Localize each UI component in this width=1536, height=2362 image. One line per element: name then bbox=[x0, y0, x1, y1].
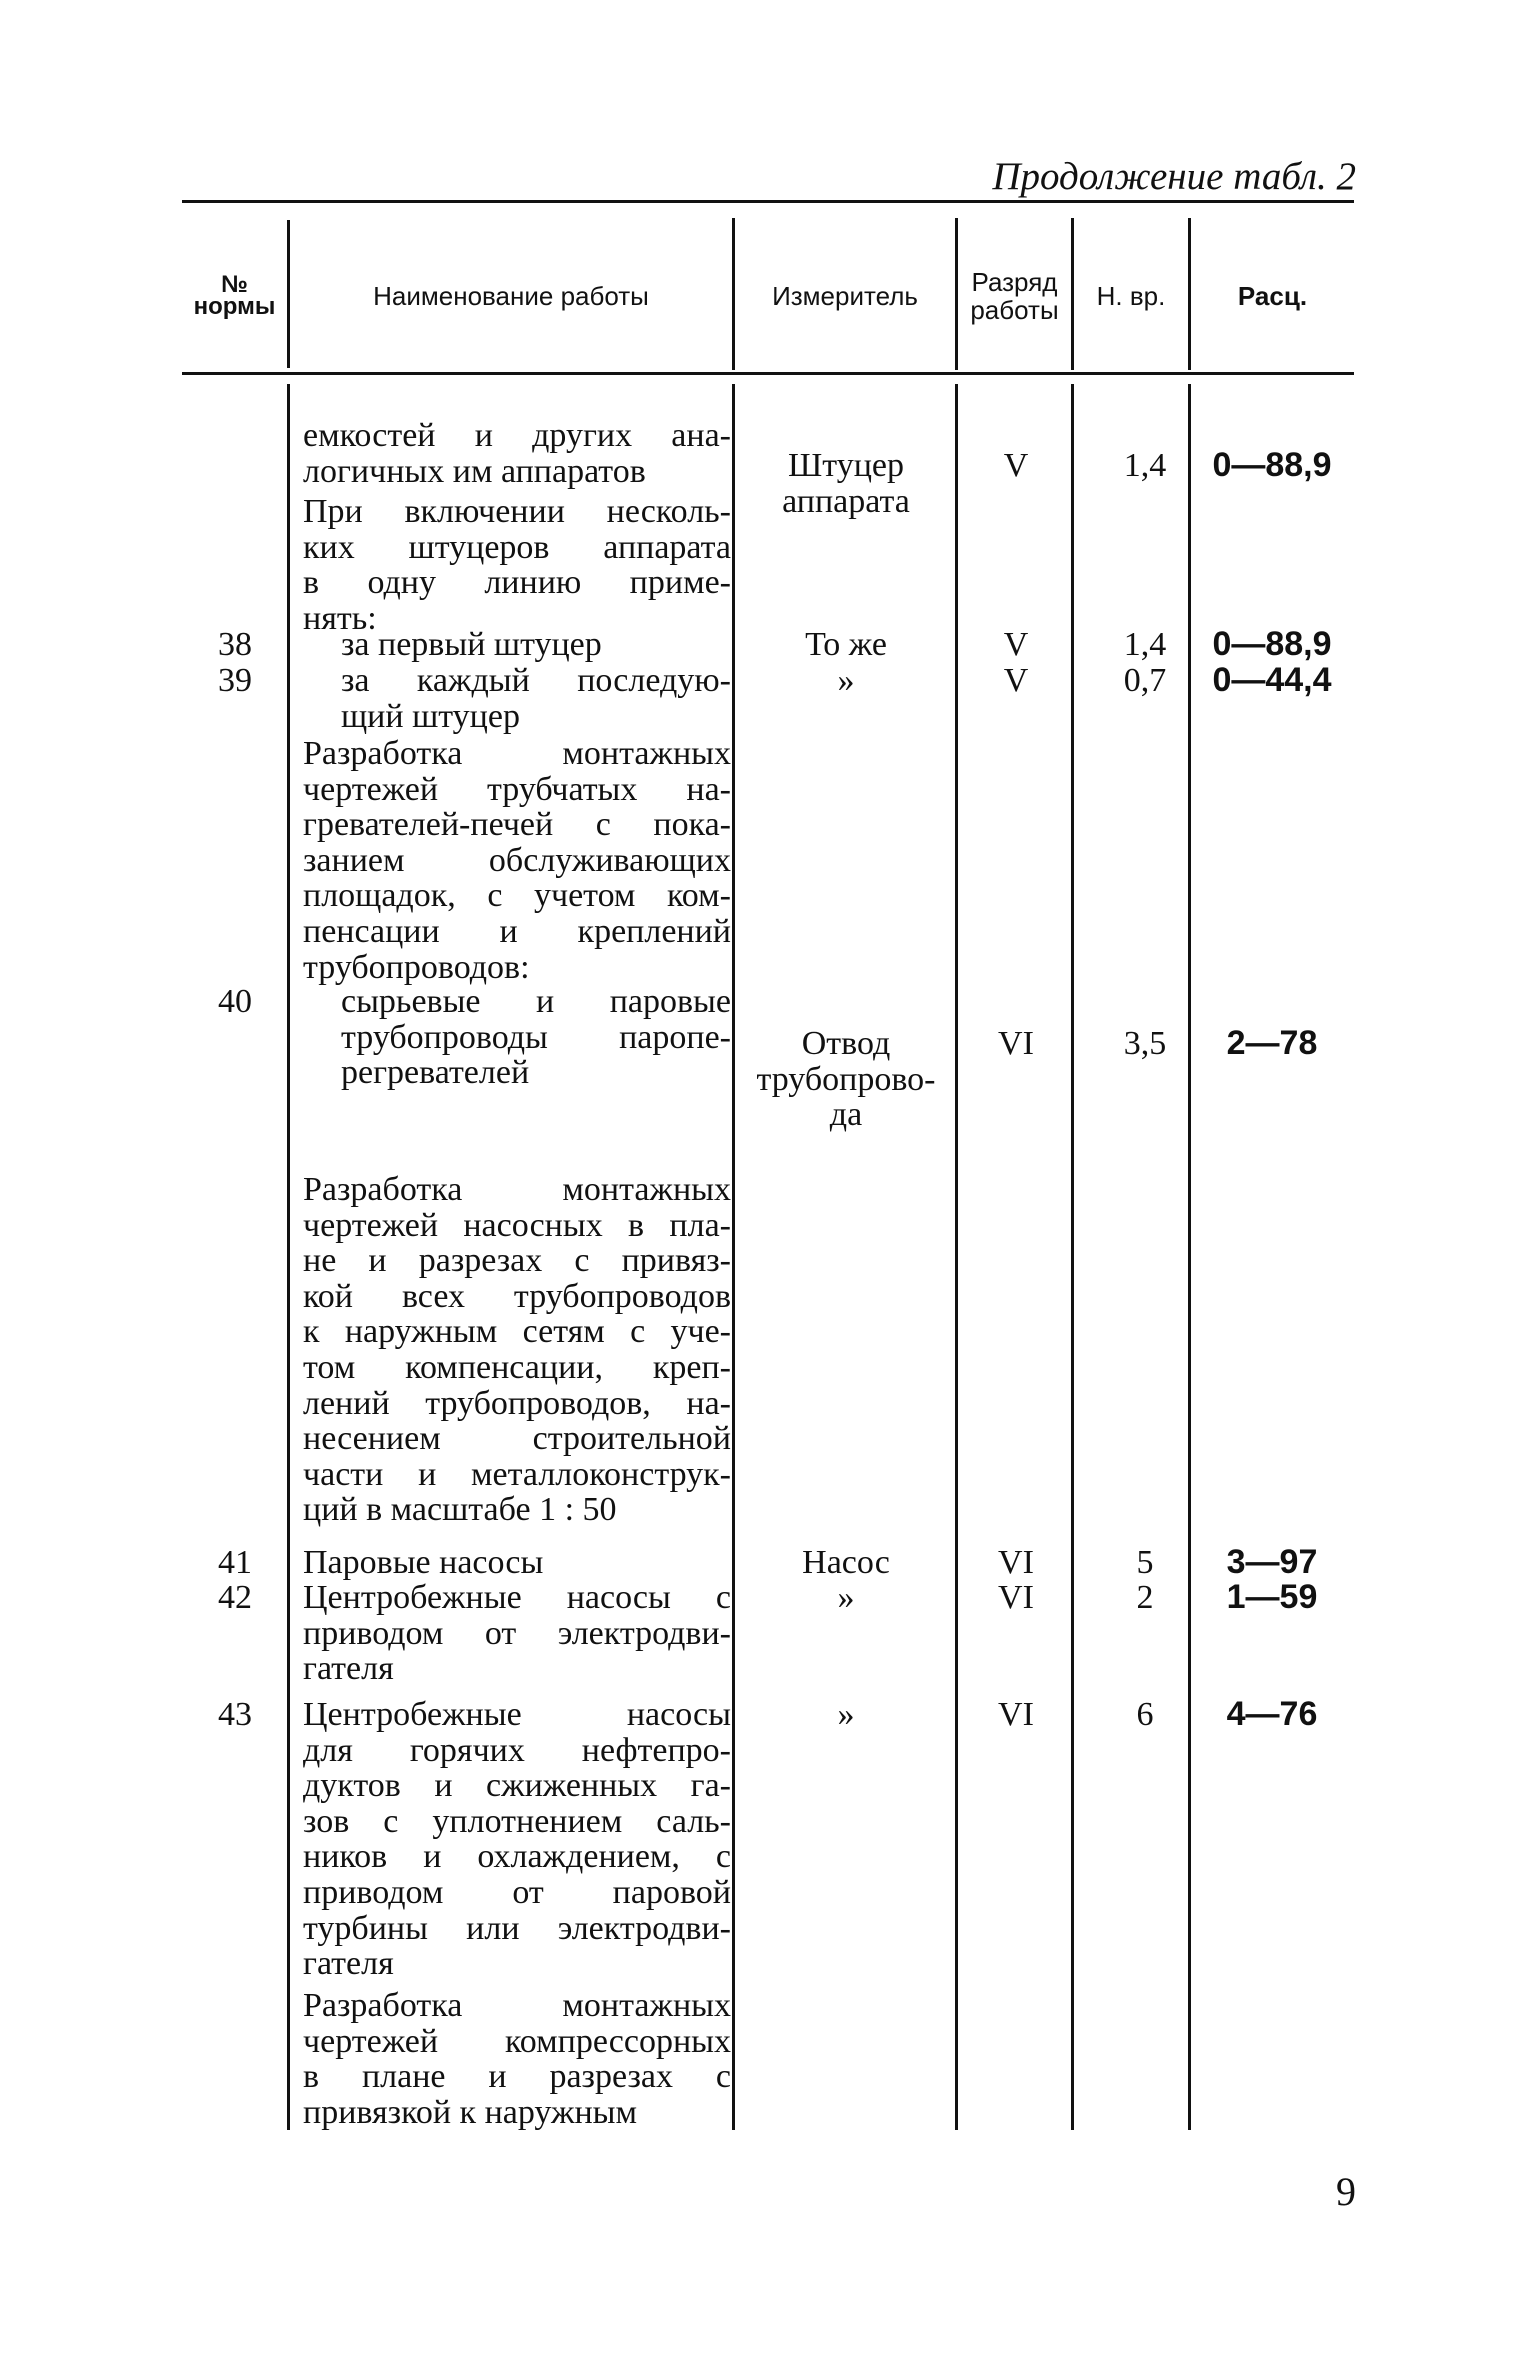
description-line: гревателей-печей с пока- bbox=[303, 806, 731, 844]
description-line: трубопроводов: bbox=[303, 948, 530, 986]
table-continuation-caption: Продолжение табл. 2 bbox=[992, 155, 1356, 198]
measure-unit: То же bbox=[805, 626, 887, 663]
work-description bbox=[303, 418, 731, 489]
description-line: занием обслуживающих bbox=[303, 841, 731, 879]
description-line: регревателей bbox=[341, 1054, 530, 1092]
description-line: Разработка монтажных bbox=[303, 1987, 731, 2024]
work-rank: V bbox=[1003, 662, 1029, 699]
norm-number: 41 bbox=[218, 1544, 252, 1581]
rate-value: 2—78 bbox=[1226, 1024, 1318, 1062]
work-rank: V bbox=[1003, 447, 1029, 484]
description-line: лений трубопроводов, на- bbox=[303, 1384, 731, 1422]
header-rate: Расц. bbox=[1237, 281, 1308, 311]
description-line: за первый штуцер bbox=[341, 626, 602, 663]
header-work-name: Наименование работы bbox=[373, 281, 649, 311]
description-line: в плане и разрезах с bbox=[303, 2058, 731, 2096]
measure-unit: » bbox=[837, 1579, 855, 1616]
work-rank: VI bbox=[998, 1544, 1034, 1581]
table-top-rule bbox=[182, 200, 1354, 203]
header-time-norm: Н. вр. bbox=[1096, 281, 1166, 311]
column-divider bbox=[1188, 384, 1191, 2130]
column-divider bbox=[287, 384, 290, 2130]
description-line: том компенсации, креп- bbox=[303, 1348, 731, 1386]
description-line: в одну линию приме- bbox=[303, 564, 731, 602]
work-description bbox=[303, 1988, 731, 2130]
description-line: ников и охлаждением, с bbox=[303, 1838, 731, 1876]
description-line: приводом от электродви- bbox=[303, 1614, 731, 1652]
time-norm-cell bbox=[1075, 1026, 1185, 1062]
work-description bbox=[303, 984, 731, 1091]
description-line: к наружным сетям с уче- bbox=[303, 1313, 731, 1351]
work-description bbox=[303, 1172, 731, 1528]
measure-unit: » bbox=[837, 1696, 855, 1733]
time-norm-cell bbox=[1075, 1697, 1185, 1733]
description-line: емкостей и других ана- bbox=[303, 417, 731, 454]
time-norm-cell bbox=[1075, 627, 1185, 663]
norm-number: 38 bbox=[218, 626, 252, 663]
description-line: сырьевые и паровые bbox=[341, 983, 731, 1020]
work-description bbox=[303, 736, 731, 985]
work-rank: V bbox=[1003, 626, 1029, 663]
description-line: Центробежные насосы с bbox=[303, 1579, 731, 1616]
description-line: нять: bbox=[303, 599, 377, 637]
description-line: чертежей компрессорных bbox=[303, 2022, 731, 2060]
norm-number: 43 bbox=[218, 1696, 252, 1733]
work-rank: VI bbox=[998, 1696, 1034, 1733]
rate-value: 0—44,4 bbox=[1212, 661, 1332, 699]
rate-value: 1—59 bbox=[1226, 1578, 1318, 1616]
description-line: кой всех трубопроводов bbox=[303, 1277, 731, 1315]
description-line: зов с уплотнением саль- bbox=[303, 1802, 731, 1840]
measure-unit: Штуцер аппарата bbox=[782, 447, 910, 520]
header-norm-number: № нормы bbox=[193, 271, 276, 320]
header-work-rank: Разряд работы bbox=[970, 267, 1059, 325]
work-description bbox=[303, 1580, 731, 1687]
description-line: пенсации и креплений bbox=[303, 912, 731, 950]
description-line: за каждый последую- bbox=[341, 662, 731, 699]
rate-value: 0—88,9 bbox=[1212, 625, 1332, 663]
description-line: приводом от паровой bbox=[303, 1873, 731, 1911]
description-line: гателя bbox=[303, 1945, 394, 1983]
table-header-rule bbox=[182, 372, 1354, 375]
time-norm-cell bbox=[1075, 448, 1185, 484]
time-norm: 2 bbox=[1136, 1579, 1154, 1616]
description-line: ций в масштабе 1 : 50 bbox=[303, 1491, 617, 1529]
header-measure: Измеритель bbox=[772, 281, 918, 311]
rate-value: 4—76 bbox=[1226, 1695, 1318, 1733]
description-line: Центробежные насосы bbox=[303, 1696, 731, 1733]
rate-value: 0—88,9 bbox=[1212, 446, 1332, 484]
time-norm: 1,4 bbox=[1123, 626, 1167, 663]
work-rank: VI bbox=[998, 1579, 1034, 1616]
description-line: Разработка монтажных bbox=[303, 735, 731, 772]
measure-unit: Отвод трубопрово- да bbox=[756, 1025, 936, 1134]
work-description bbox=[303, 1545, 731, 1581]
description-line: чертежей насосных в пла- bbox=[303, 1206, 731, 1244]
norm-number: 39 bbox=[218, 662, 252, 699]
measure-unit: Насос bbox=[802, 1544, 890, 1581]
description-line: площадок, с учетом ком- bbox=[303, 877, 731, 915]
norm-number: 40 bbox=[218, 983, 252, 1020]
description-line: Паровые насосы bbox=[303, 1544, 544, 1581]
time-norm: 6 bbox=[1136, 1696, 1154, 1733]
time-norm: 0,7 bbox=[1123, 662, 1167, 699]
work-description bbox=[303, 627, 731, 663]
description-line: для горячих нефтепро- bbox=[303, 1731, 731, 1769]
description-line: Разработка монтажных bbox=[303, 1171, 731, 1208]
description-line: несением строительной bbox=[303, 1420, 731, 1458]
time-norm: 5 bbox=[1136, 1544, 1154, 1581]
description-line: не и разрезах с привяз- bbox=[303, 1242, 731, 1280]
time-norm-cell bbox=[1075, 663, 1185, 699]
time-norm: 3,5 bbox=[1123, 1025, 1167, 1062]
description-line: привязкой к наружным bbox=[303, 2093, 638, 2131]
description-line: турбины или электродви- bbox=[303, 1909, 731, 1947]
description-line: гателя bbox=[303, 1650, 394, 1688]
description-line: ких штуцеров аппарата bbox=[303, 528, 731, 566]
norm-number: 42 bbox=[218, 1579, 252, 1616]
time-norm-cell bbox=[1075, 1580, 1185, 1616]
description-line: логичных им аппаратов bbox=[303, 452, 646, 490]
description-line: трубопроводы паропе- bbox=[341, 1018, 731, 1056]
work-rank: VI bbox=[998, 1025, 1034, 1062]
description-line: дуктов и сжиженных га- bbox=[303, 1767, 731, 1805]
description-line: части и металлоконструк- bbox=[303, 1455, 731, 1493]
work-description bbox=[303, 494, 731, 636]
work-description bbox=[303, 1697, 731, 1982]
work-description bbox=[303, 663, 731, 734]
time-norm-cell bbox=[1075, 1545, 1185, 1581]
measure-unit: » bbox=[837, 662, 855, 699]
description-line: чертежей трубчатых на- bbox=[303, 770, 731, 808]
time-norm: 1,4 bbox=[1123, 447, 1167, 484]
rate-value: 3—97 bbox=[1226, 1543, 1318, 1581]
description-line: При включении несколь- bbox=[303, 493, 731, 530]
description-line: щий штуцер bbox=[341, 697, 520, 735]
page-number: 9 bbox=[1336, 2169, 1356, 2214]
